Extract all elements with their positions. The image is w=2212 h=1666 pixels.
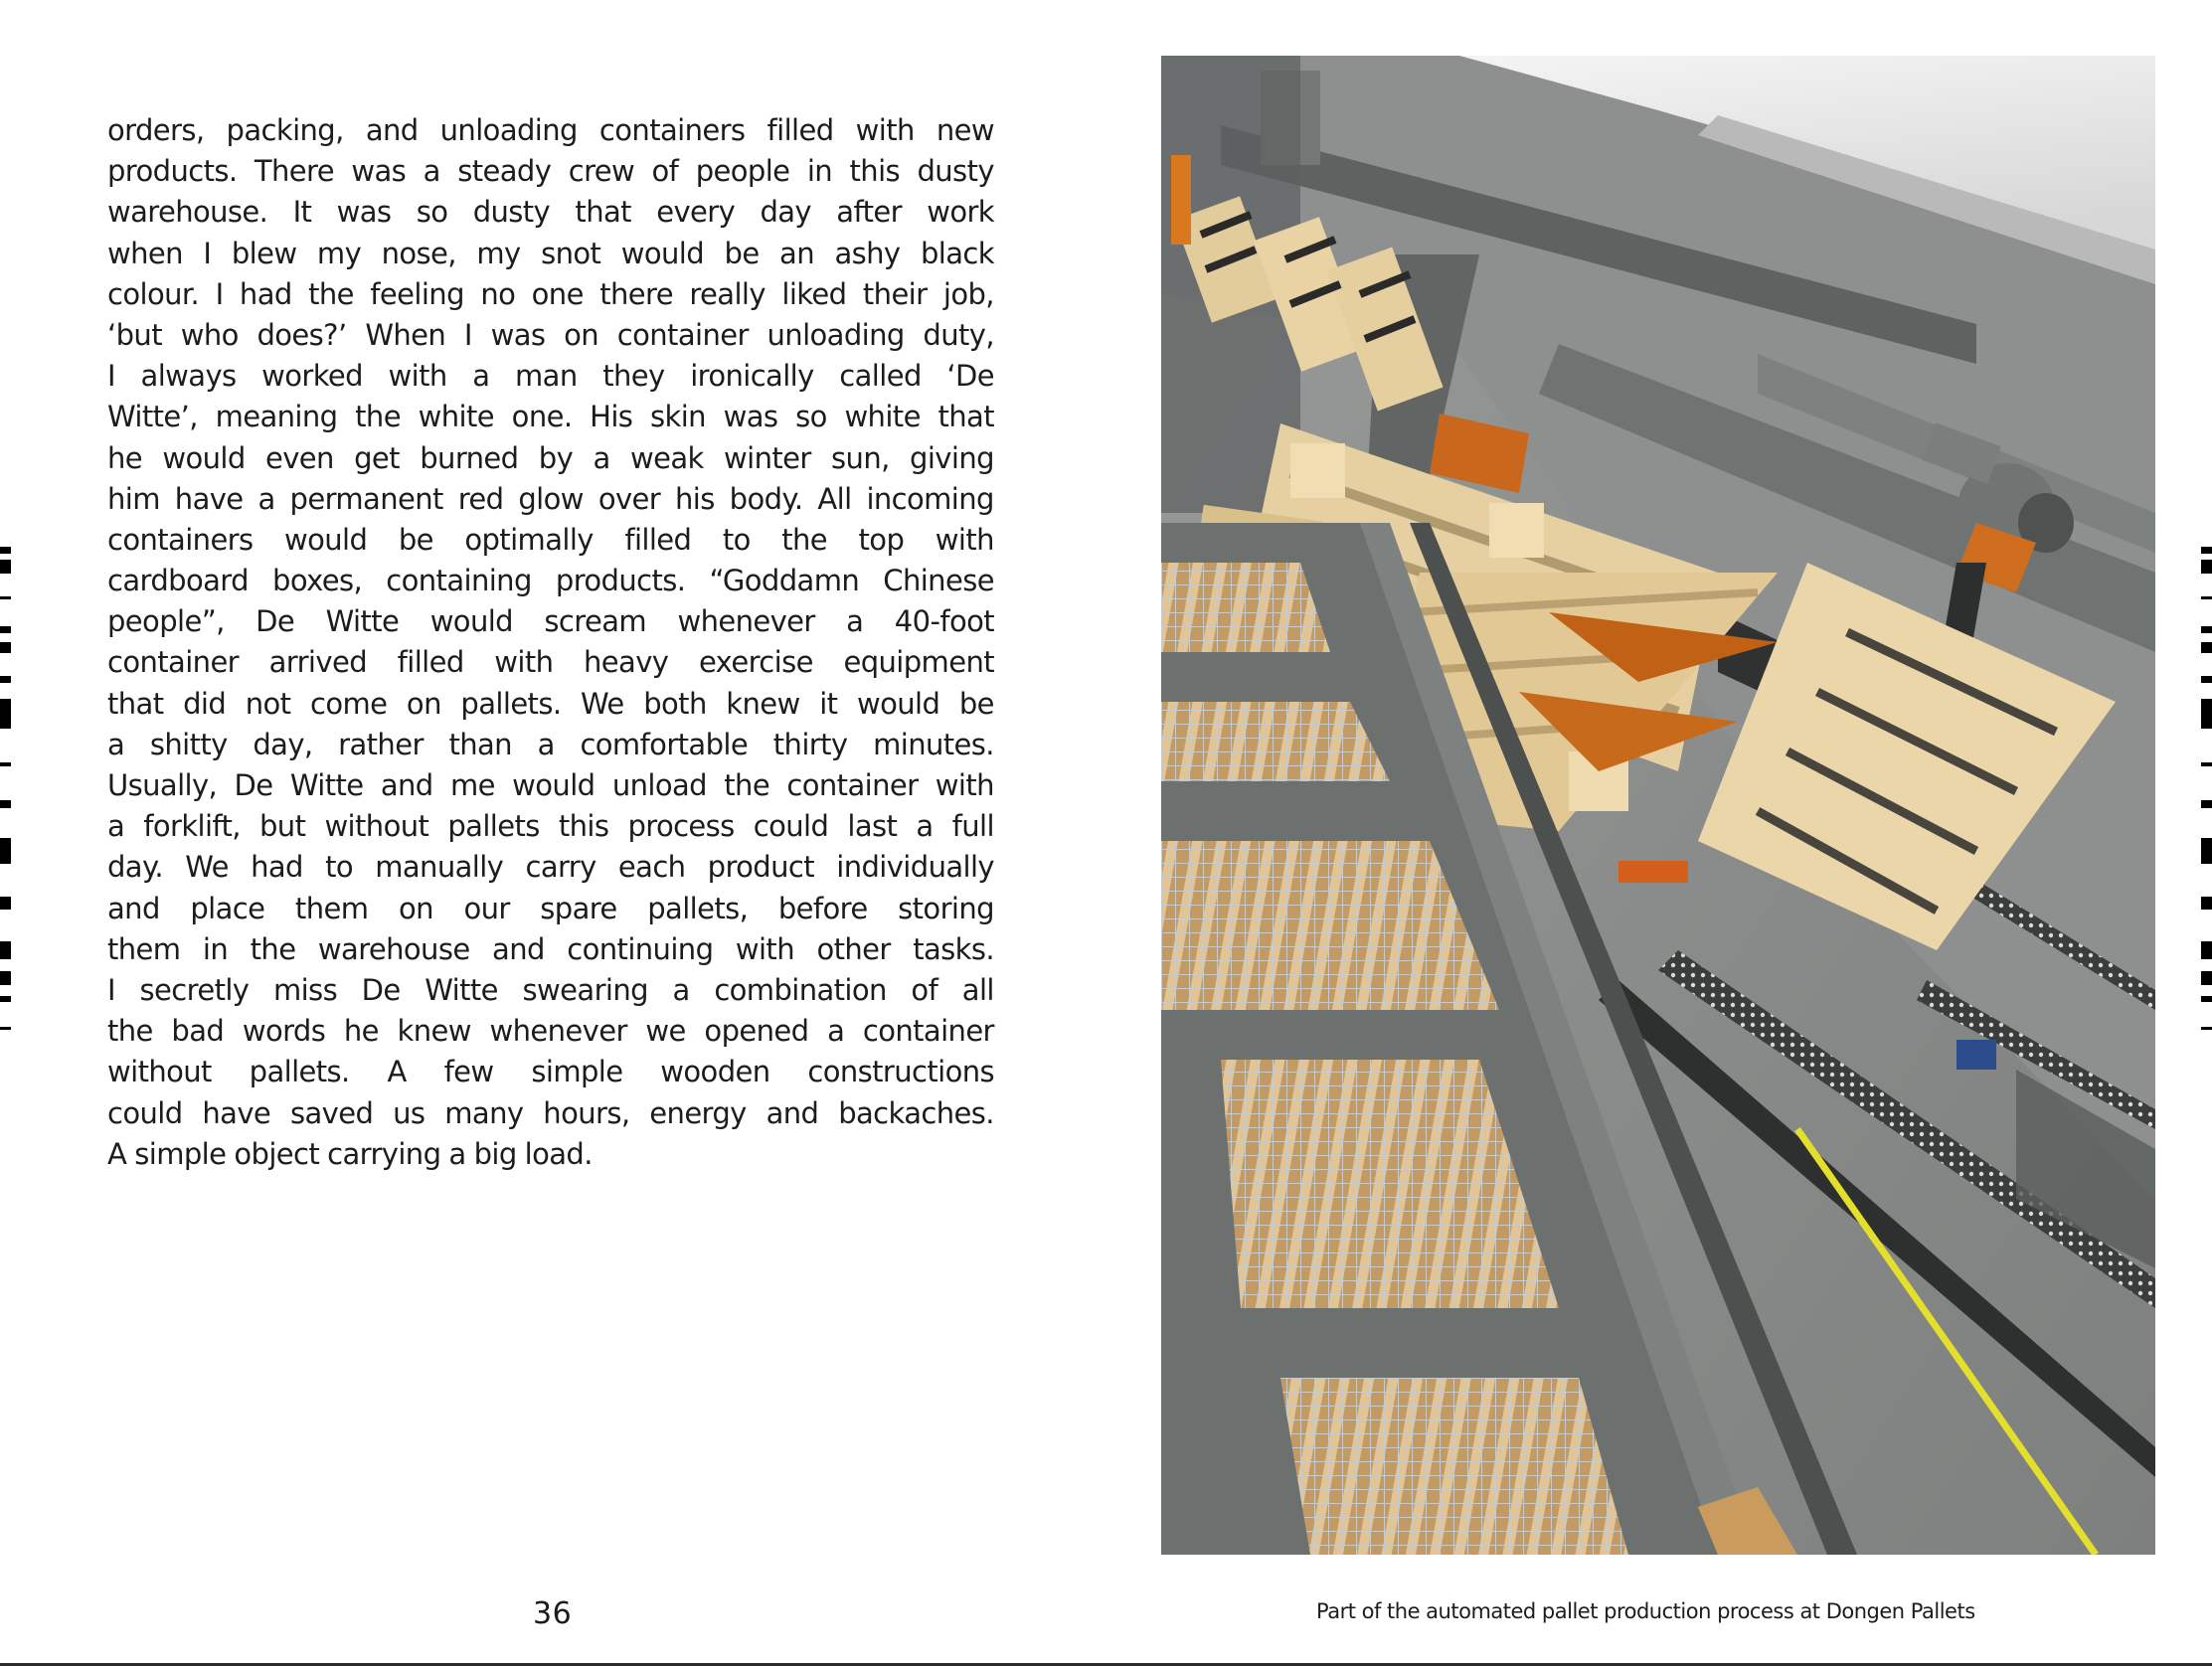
photo-illustration <box>1161 56 2155 1555</box>
body-text-line: him have a permanent red glow over his body. All incoming <box>107 481 994 516</box>
edge-mark <box>2201 642 2212 653</box>
body-text-line: ‘but who does?’ When I was on container unloading duty, <box>107 317 994 352</box>
edge-mark <box>2201 941 2212 959</box>
body-text-line: he would even get burned by a weak winter sun, giving <box>107 440 994 475</box>
edge-mark <box>2201 996 2212 1002</box>
body-text-line: container arrived filled with heavy exercise equipment <box>107 645 994 680</box>
edge-mark <box>0 762 11 766</box>
body-text-line: and place them on our spare pallets, before storing <box>107 891 994 925</box>
edge-mark <box>0 560 11 574</box>
body-text-line: cardboard boxes, containing products. “Goddamn Chinese <box>107 564 994 598</box>
pallet-production-photo <box>1161 56 2155 1555</box>
edge-mark <box>2201 800 2212 808</box>
edge-mark <box>0 971 11 985</box>
edge-mark <box>0 941 11 959</box>
edge-mark <box>0 596 11 599</box>
edge-mark <box>2201 547 2212 554</box>
body-text-line: I always worked with a man they ironically called ‘De <box>107 359 994 394</box>
body-text-line: without pallets. A few simple wooden constructions <box>107 1055 994 1089</box>
page-number: 36 <box>533 1596 573 1631</box>
edge-mark <box>0 676 11 683</box>
edge-mark <box>2201 626 2212 633</box>
body-text-line: colour. I had the feeling no one there really liked their job, <box>107 276 994 311</box>
edge-mark <box>2201 596 2212 599</box>
body-text-line: Usually, De Witte and me would unload the container with <box>107 768 994 802</box>
body-text-line: day. We had to manually carry each product individually <box>107 850 994 885</box>
body-text-line: when I blew my nose, my snot would be an ashy black <box>107 236 994 270</box>
edge-mark <box>2201 762 2212 766</box>
body-text-line: I secretly miss De Witte swearing a combination of all <box>107 972 994 1007</box>
left-edge-thumb-index-marks <box>0 0 11 1666</box>
body-text-line: people”, De Witte would scream whenever a 40-foot <box>107 604 994 639</box>
body-text-line: A simple object carrying a big load. <box>107 1136 593 1171</box>
body-text-line: the bad words he knew whenever we opened a container <box>107 1014 994 1049</box>
edge-mark <box>0 996 11 1002</box>
edge-mark <box>0 1027 11 1030</box>
body-text-line: products. There was a steady crew of people in this dusty <box>107 154 994 189</box>
edge-mark <box>0 800 11 808</box>
body-text-line: warehouse. It was so dusty that every day after work <box>107 195 994 230</box>
edge-mark <box>2201 897 2212 910</box>
body-text-line: orders, packing, and unloading containers filled with new <box>107 113 994 147</box>
edge-mark <box>2201 1027 2212 1030</box>
photo-caption: Part of the automated pallet production process at Dongen Pallets <box>1316 1599 1975 1623</box>
edge-mark <box>2201 971 2212 985</box>
edge-mark <box>0 626 11 633</box>
edge-mark <box>0 838 11 864</box>
edge-mark <box>2201 676 2212 683</box>
body-text-line: containers would be optimally filled to the top with <box>107 522 994 557</box>
right-edge-thumb-index-marks <box>2201 0 2212 1666</box>
edge-mark <box>2201 838 2212 864</box>
edge-mark <box>2201 699 2212 729</box>
body-text <box>107 110 994 1175</box>
orange-handle <box>1618 861 1688 883</box>
body-text-line: could have saved us many hours, energy and backaches. <box>107 1095 994 1130</box>
edge-mark <box>2201 560 2212 574</box>
edge-mark <box>0 642 11 653</box>
body-text-line: that did not come on pallets. We both knew it would be <box>107 686 994 721</box>
body-text-line: a shitty day, rather than a comfortable thirty minutes. <box>107 727 994 761</box>
blue-motor <box>1957 1040 1996 1070</box>
body-text-line: Witte’, meaning the white one. His skin was so white that <box>107 400 994 434</box>
edge-mark <box>0 699 11 729</box>
body-text-line: them in the warehouse and continuing with other tasks. <box>107 931 994 966</box>
body-text-line: a forklift, but without pallets this process could last a full <box>107 809 994 844</box>
edge-mark <box>0 547 11 554</box>
edge-mark <box>0 897 11 910</box>
orange-guard <box>1171 155 1191 245</box>
